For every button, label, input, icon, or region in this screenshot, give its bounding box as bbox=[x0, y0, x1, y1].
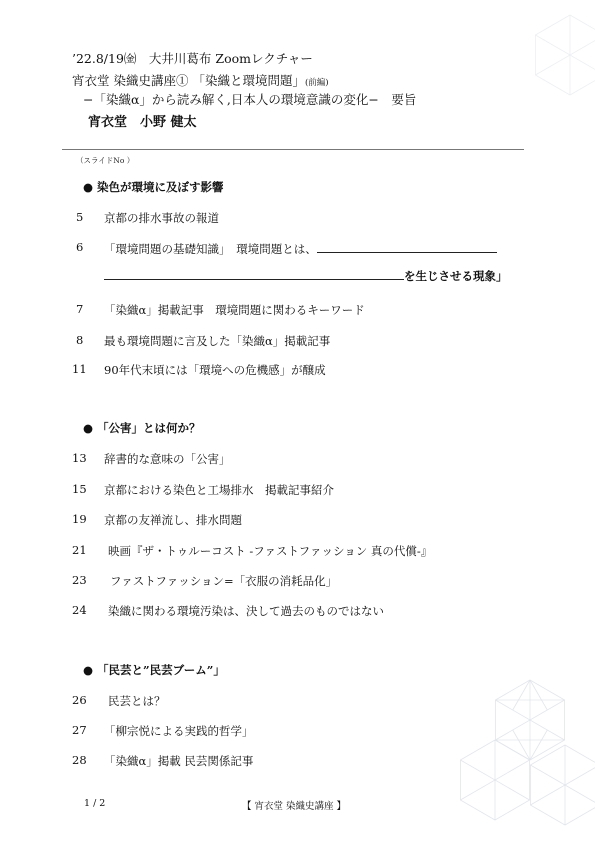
summary-item: 「柳宗悦による実践的哲学」 bbox=[104, 724, 254, 738]
summary-item: 京都における染色と工場排水 掲載記事紹介 bbox=[104, 483, 334, 497]
summary-item: 染織に関わる環境汚染は、決して過去のものではない bbox=[108, 604, 384, 618]
slide-number: 27 bbox=[72, 723, 87, 737]
slide-number: 19 bbox=[72, 512, 87, 526]
summary-item: 映画『ザ・トゥルーコスト -ファストファッション 真の代償-』 bbox=[108, 544, 433, 558]
slide-number: 21 bbox=[72, 543, 87, 557]
page-number: 1 / 2 bbox=[84, 798, 106, 809]
course-part: (前編) bbox=[304, 78, 329, 88]
slide-number: 26 bbox=[72, 693, 87, 707]
slide-number: 8 bbox=[76, 333, 84, 347]
slide-number-label: （スライドNo ） bbox=[76, 156, 135, 165]
author-name: 宵衣堂 小野 健太 bbox=[88, 115, 197, 130]
asanoha-pattern-decoration bbox=[515, 0, 595, 120]
slide-number: 28 bbox=[72, 753, 87, 767]
section-heading: ● 染色が環境に及ぼす影響 bbox=[83, 180, 224, 194]
summary-item: 民芸とは？ bbox=[108, 694, 166, 708]
summary-item: 辞書的な意味の「公害」 bbox=[104, 452, 231, 466]
summary-item: 最も環境問題に言及した「染織α」掲載記事 bbox=[104, 334, 331, 348]
summary-item bbox=[104, 240, 497, 257]
summary-item-text: 「環境問題の基礎知識」 環境問題とは、 bbox=[104, 242, 317, 256]
summary-item: 京都の友禅流し、排水問題 bbox=[104, 513, 242, 527]
header-divider bbox=[62, 149, 524, 150]
summary-item: ファストファッション=「衣服の消耗品化」 bbox=[110, 574, 338, 588]
slide-number: 11 bbox=[72, 362, 87, 376]
course-title: 宵衣堂 染織史講座① 「染織と環境問題」 bbox=[72, 73, 305, 88]
section-heading: ● 「民芸と”民芸ブーム”」 bbox=[83, 663, 225, 677]
summary-item: 90年代末頃には「環境への危機感」が醸成 bbox=[104, 363, 326, 377]
slide-number: 13 bbox=[72, 451, 87, 465]
subtitle-line: −「染織α」から読み解く,日本人の環境意識の変化− 要旨 bbox=[83, 92, 417, 107]
summary-item: 「染織α」掲載 民芸関係記事 bbox=[104, 754, 254, 768]
fill-in-blank bbox=[317, 240, 497, 253]
lecture-date-line: ’22.8/19㈮ 大井川葛布 Zoomレクチャー bbox=[72, 51, 313, 66]
slide-number: 7 bbox=[76, 302, 84, 316]
section-heading: ● 「公害」とは何か？ bbox=[83, 421, 201, 435]
slide-number: 24 bbox=[72, 603, 87, 617]
summary-item-continuation bbox=[104, 267, 508, 284]
summary-item: 京都の排水事故の報道 bbox=[104, 211, 219, 225]
slide-number: 15 bbox=[72, 482, 87, 496]
fill-in-blank bbox=[104, 267, 404, 280]
summary-item: 「染織α」掲載記事 環境問題に関わるキーワード bbox=[104, 303, 365, 317]
course-title-line bbox=[72, 73, 329, 91]
summary-item-text: を生じさせる現象」 bbox=[404, 269, 508, 283]
asanoha-pattern-decoration bbox=[455, 660, 595, 830]
footer-series-title: 【 宵衣堂 染織史講座 】 bbox=[242, 801, 347, 812]
slide-number: 23 bbox=[72, 573, 87, 587]
slide-number: 5 bbox=[76, 210, 84, 224]
slide-number: 6 bbox=[76, 240, 84, 254]
